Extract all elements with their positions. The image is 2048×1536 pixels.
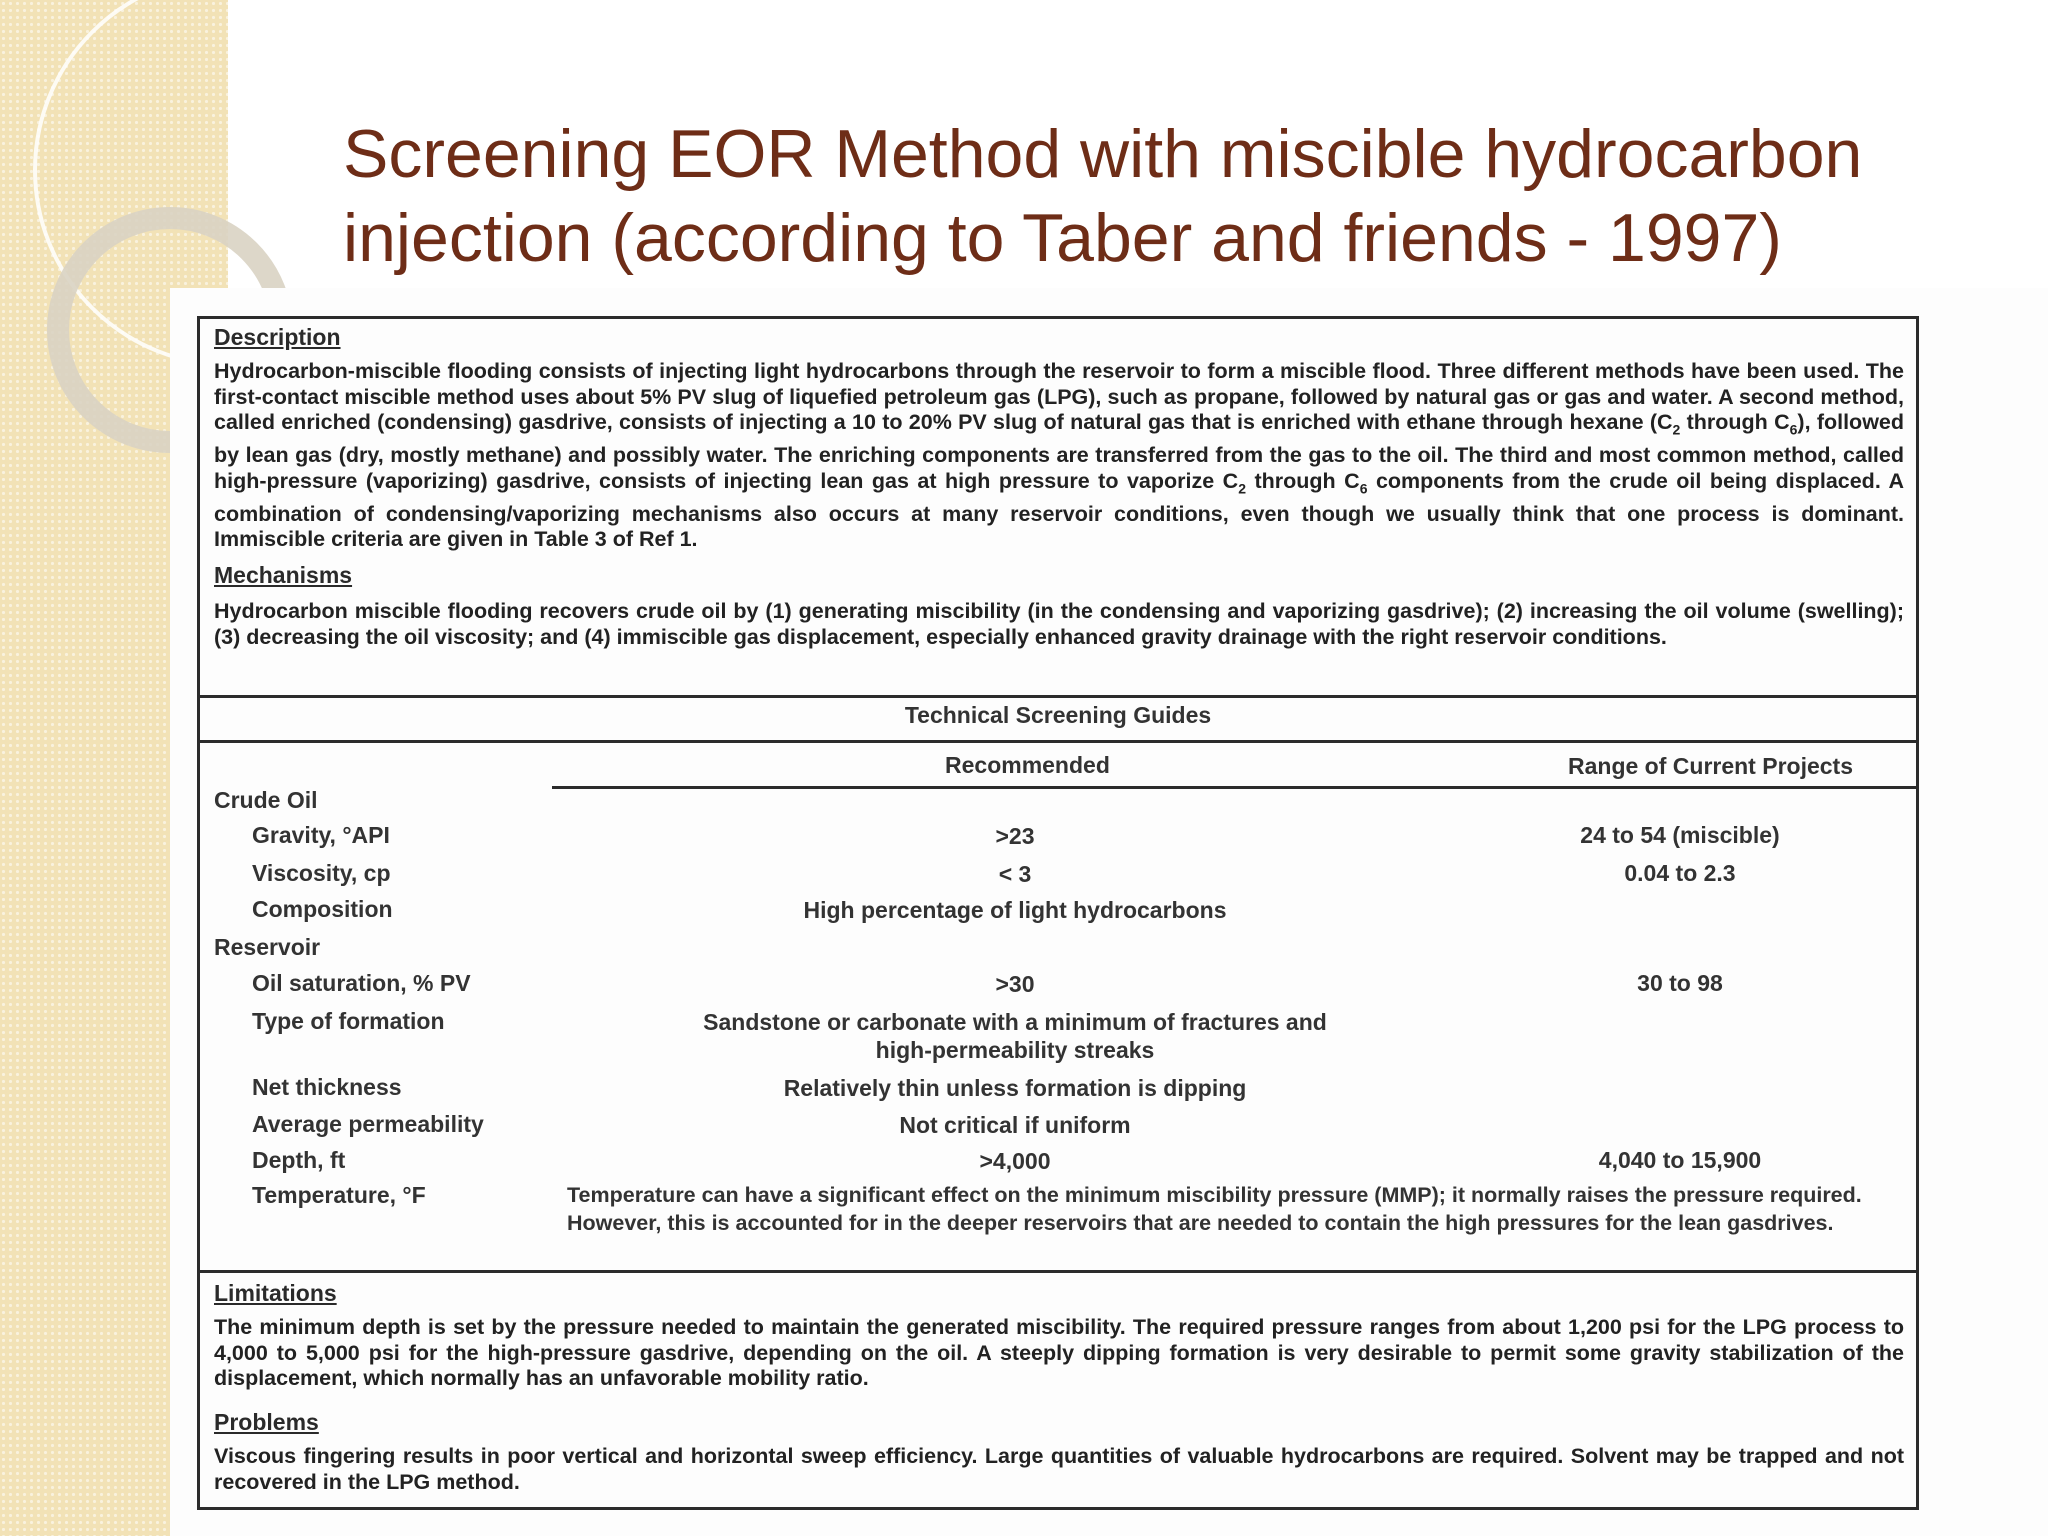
row-label-temperature: Temperature, °F <box>252 1182 426 1208</box>
category-crude-oil: Crude Oil <box>214 787 318 813</box>
title-line-1: Screening EOR Method with miscible hydrocarbon <box>343 116 1863 192</box>
divider <box>200 695 1916 698</box>
screening-title: Technical Screening Guides <box>904 702 1212 728</box>
row-range-viscosity: 0.04 to 2.3 <box>1624 860 1736 886</box>
row-label-oil-saturation: Oil saturation, % PV <box>252 970 471 996</box>
limitations-text: The minimum depth is set by the pressure needed to maintain the generated miscibility. The required pressure ranges from about 1,200 psi for the LPG process to 4,000 to 5,000 psi for the high-pressure gasdrive, depending on the oil. A steeply dipping formation is very desirable to permit some gravity stabilization of the displacement, which normally has an unfavorable mobility ratio. <box>214 1315 1904 1391</box>
mechanisms-text: Hydrocarbon miscible flooding recovers crude oil by (1) generating miscibility (in the condensing and vaporizing gasdrive); (2) increasing the oil volume (swelling); (3) decreasing the oil viscosity; and (4) immiscible gas displacement, especially enhanced gravity drainage with the right reservoir conditions. <box>214 599 1904 649</box>
row-rec-gravity: >23 <box>995 823 1035 849</box>
divider <box>200 740 1916 743</box>
row-rec-depth: >4,000 <box>979 1148 1051 1174</box>
row-label-viscosity: Viscosity, cp <box>252 860 391 886</box>
row-range-gravity: 24 to 54 (miscible) <box>1580 822 1780 848</box>
row-label-gravity: Gravity, °API <box>252 822 390 848</box>
row-range-depth: 4,040 to 15,900 <box>1598 1147 1762 1173</box>
slide-title <box>343 112 1983 280</box>
row-rec-formation: Sandstone or carbonate with a minimum of fractures and high-permeability streaks <box>703 1009 1327 1063</box>
problems-heading: Problems <box>214 1409 319 1435</box>
description-heading: Description <box>214 324 341 350</box>
mechanisms-heading: Mechanisms <box>214 562 353 588</box>
header-underline <box>552 786 1918 789</box>
row-range-oil-saturation: 30 to 98 <box>1637 970 1723 996</box>
category-reservoir: Reservoir <box>214 934 321 960</box>
row-rec-net-thickness: Relatively thin unless formation is dipping <box>783 1075 1247 1101</box>
limitations-heading: Limitations <box>214 1280 337 1306</box>
title-line-2: injection (according to Taber and friends - 1997) <box>343 200 1782 276</box>
divider <box>200 1270 1916 1273</box>
row-rec-oil-saturation: >30 <box>995 971 1035 997</box>
col-range-header: Range of Current Projects <box>1568 753 1853 779</box>
screening-table <box>197 316 1919 1510</box>
row-label-formation: Type of formation <box>252 1008 445 1034</box>
row-label-net-thickness: Net thickness <box>252 1074 402 1100</box>
row-rec-viscosity: < 3 <box>998 861 1032 887</box>
row-label-permeability: Average permeability <box>252 1111 484 1137</box>
row-rec-permeability: Not critical if uniform <box>899 1112 1131 1138</box>
problems-text: Viscous fingering results in poor vertical and horizontal sweep efficiency. Large quantities of valuable hydrocarbons are required. Solvent may be trapped and not recovered in the LPG method. <box>214 1444 1904 1494</box>
row-rec-temperature: Temperature can have a significant effect on the minimum miscibility pressure (MMP); it normally raises the pressure required. However, this is accounted for in the deeper reservoirs that are needed to contain the high pressures for the lean gasdrives. <box>567 1183 1862 1235</box>
description-text: Hydrocarbon-miscible flooding consists of injecting light hydrocarbons through the reservoir to form a miscible flood. Three different methods have been used. The first-contact miscible method uses about 5% PV slug of liquefied petroleum gas (LPG), such as propane, followed by natural gas or gas and water. A second method, called enriched (condensing) gasdrive, consists of injecting a 10 to 20% PV slug of natural gas that is enriched with ethane through hexane ($C_2$ through $C_6$), followed by lean gas (dry, mostly methane) and possibly water. The enriching components are transferred from the gas to the oil. The third and most common method, called high-pressure (vaporizing) gasdrive, consists of injecting lean gas at high pressure to vaporize $C_2$ through $C_6$ components from the crude oil being displaced. A combination of condensing/vaporizing mechanisms also occurs at many reservoir conditions, even though we usually think that one process is dominant. Immiscible criteria are given in Table 3 of Ref 1. <box>214 359 1905 552</box>
row-rec-composition: High percentage of light hydrocarbons <box>803 897 1227 923</box>
row-label-depth: Depth, ft <box>252 1147 346 1173</box>
row-label-composition: Composition <box>252 896 393 922</box>
col-recommended-header: Recommended <box>945 752 1110 778</box>
